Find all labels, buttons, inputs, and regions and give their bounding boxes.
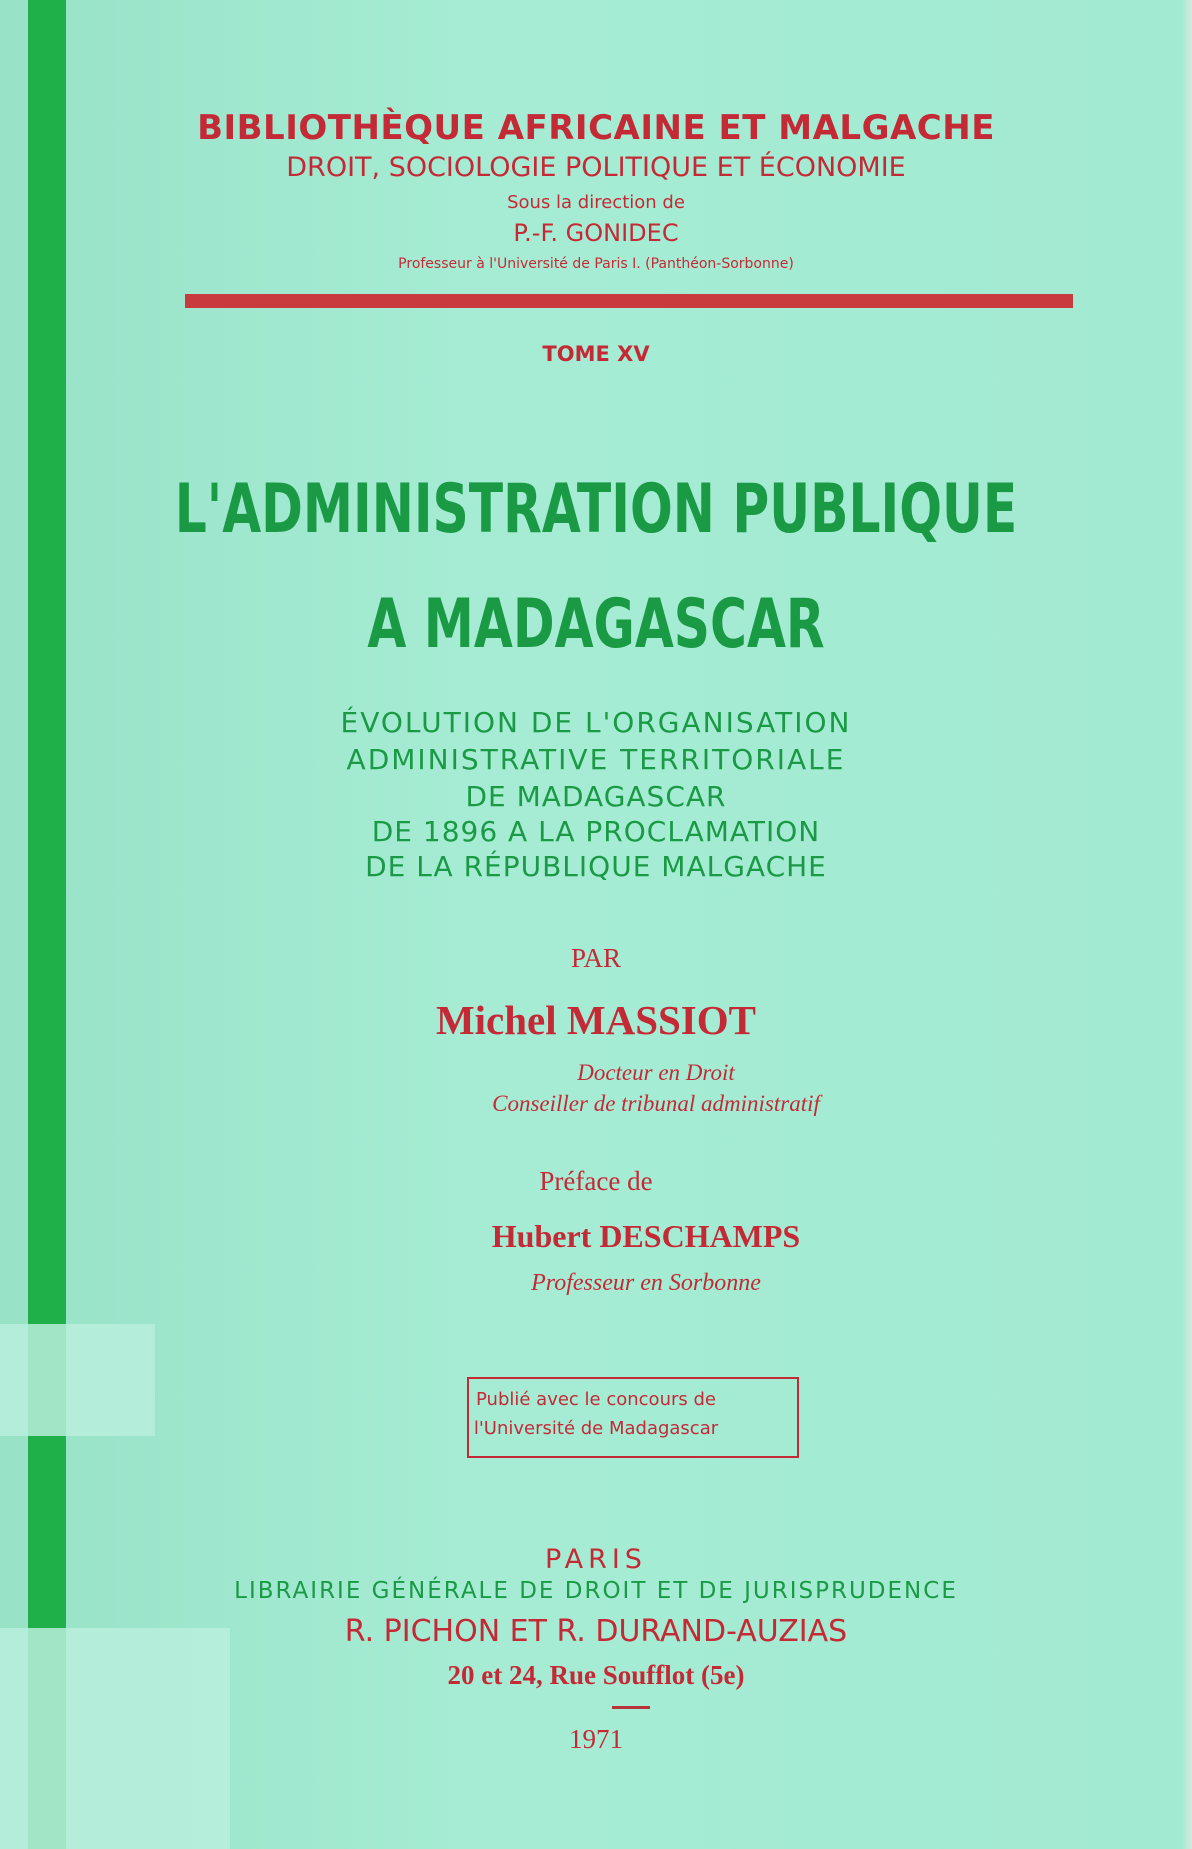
divider-rule <box>185 294 1073 308</box>
publication-city: PARIS <box>545 1544 647 1575</box>
author-role: Docteur en Droit <box>577 1060 735 1085</box>
subtitle-line: ADMINISTRATIVE TERRITORIALE <box>346 743 846 776</box>
publisher-owners: R. PICHON ET R. DURAND-AUZIAS <box>344 1614 848 1649</box>
subtitle-line: ÉVOLUTION DE L'ORGANISATION <box>340 706 852 739</box>
series-title: BIBLIOTHÈQUE AFRICAINE ET MALGACHE <box>197 108 995 148</box>
by-label: PAR <box>570 943 622 973</box>
subtitle-line: DE 1896 A LA PROCLAMATION <box>371 815 821 848</box>
subtitle-line: DE LA RÉPUBLIQUE MALGACHE <box>365 850 827 883</box>
sponsor-line: l'Université de Madagascar <box>473 1418 719 1439</box>
direction-label: Sous la direction de <box>507 192 685 213</box>
series-subtitle: DROIT, SOCIOLOGIE POLITIQUE ET ÉCONOMIE <box>286 152 906 183</box>
book-title-line-1: L'ADMINISTRATION PUBLIQUE <box>174 470 1018 549</box>
publication-year: 1971 <box>569 1724 623 1754</box>
publisher-address: 20 et 24, Rue Soufflot (5e) <box>447 1660 745 1690</box>
author-role: Conseiller de tribunal administratif <box>492 1091 820 1116</box>
sponsor-line: Publié avec le concours de <box>476 1389 716 1410</box>
preface-author-role: Professeur en Sorbonne <box>531 1270 761 1296</box>
director-name: P.-F. GONIDEC <box>513 219 679 247</box>
preface-label: Préface de <box>539 1166 653 1196</box>
director-title: Professeur à l'Université de Paris I. (Panthéon-Sorbonne) <box>398 256 794 272</box>
volume-number: TOME XV <box>542 342 650 366</box>
subtitle-line: DE MADAGASCAR <box>465 780 727 813</box>
book-title-line-2: A MADAGASCAR <box>367 585 825 664</box>
preface-author: Hubert DESCHAMPS <box>491 1218 801 1254</box>
author-name: Michel MASSIOT <box>435 997 757 1043</box>
year-divider <box>612 1706 650 1709</box>
publisher-name: LIBRAIRIE GÉNÉRALE DE DROIT ET DE JURISPRUDENCE <box>234 1578 958 1604</box>
